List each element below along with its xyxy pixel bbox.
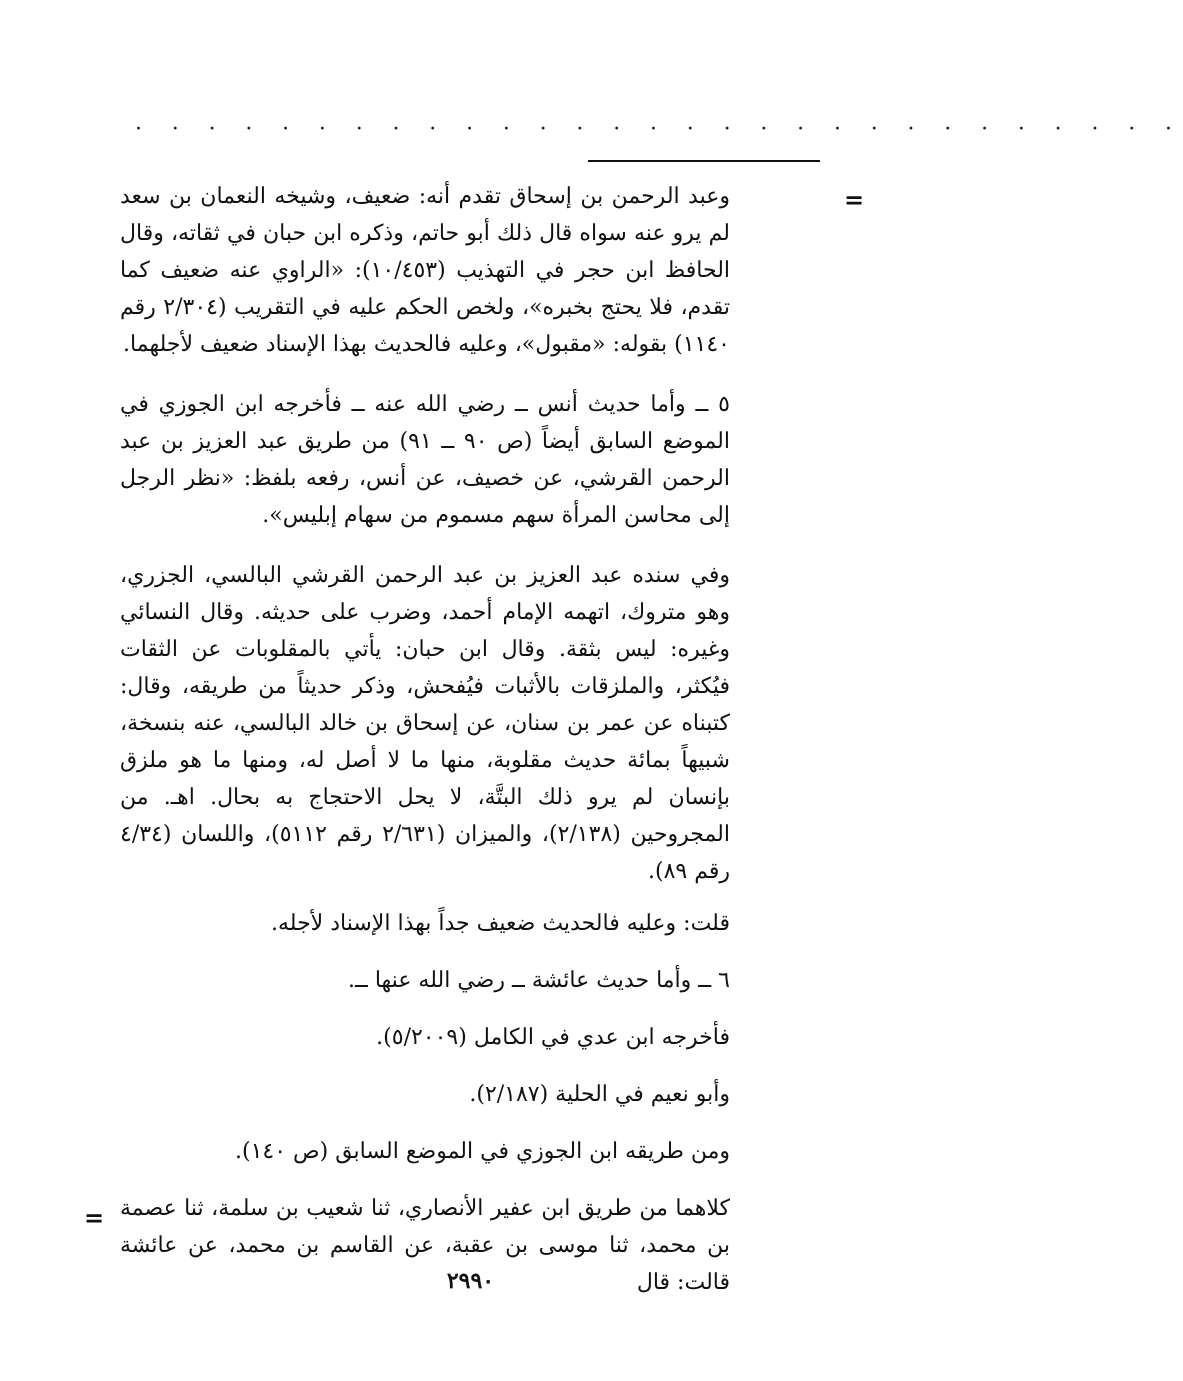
paragraph-ibn-aljawzi: ومن طريقه ابن الجوزي في الموضع السابق (ص ١٤٠). <box>235 1139 730 1164</box>
paragraph-anas-hadith: ٥ ــ وأما حديث أنس ــ رضي الله عنه ــ فأخرجه ابن الجوزي في الموضع السابق أيضاً (ص ٩٠ ــ ٩١) من طريق عبد العزيز بن عبد الرحمن القرشي، عن خصيف، عن أنس، رفعه بلفظ: «نظر الرجل إلى محاسن المرأة سهم مسموم من سهام إبليس». <box>120 392 730 528</box>
continuation-marker-bottom: = <box>84 1203 105 1232</box>
paragraph-aisha-hadith: ٦ ــ وأما حديث عائشة ــ رضي الله عنها ــ. <box>347 968 730 993</box>
paragraph-conclusion: قلت: وعليه فالحديث ضعيف جداً بهذا الإسناد لأجله. <box>271 911 730 936</box>
page-number: ٢٩٩٠ <box>446 1268 495 1294</box>
paragraph-isnad-critique: وفي سنده عبد العزيز بن عبد الرحمن القرشي البالسي، الجزري، وهو متروك، اتهمه الإمام أحمد، وضرب على حديثه. وقال النسائي وغيره: ليس بثقة. وقال ابن حبان: يأتي بالمقلوبات عن الثقات فيُكثر، والملزقات بالأثبات فيُفحش، وذكر حديثاً من طريقه، وقال: كتبناه عن عمر بن سنان، عن إسحاق بن خالد البالسي، عنه بنسخة، شبيهاً بمائة حديث مقلوبة، منها ما لا أصل له، ومنها ما هو ملزق بإنسان لم يرو ذلك البتَّة، لا يحل الاحتجاج به بحال. اهـ. من المجروحين (٢/١٣٨)، والميزان (٢/٦٣١ رقم ٥١١٢)، واللسان (٤/٣٤ رقم ٨٩). <box>120 563 730 884</box>
paragraph-isnad-chain: كلاهما من طريق ابن عفير الأنصاري، ثنا شعيب بن سلمة، ثنا عصمة بن محمد، ثنا موسى بن عقبة، عن القاسم بن محمد، عن عائشة قالت: قال <box>120 1196 730 1295</box>
paragraph-abdulrahman: وعبد الرحمن بن إسحاق تقدم أنه: ضعيف، وشيخه النعمان بن سعد لم يرو عنه سواه قال ذلك أبو حاتم، وذكره ابن حبان في ثقاته، وقال الحافظ ابن حجر في التهذيب (١٠/٤٥٣): «الراوي عنه ضعيف كما تقدم، فلا يحتج بخبره»، ولخص الحكم عليه في التقريب (٢/٣٠٤ رقم ١١٤٠) بقوله: «مقبول»، وعليه فالحديث بهذا الإسناد ضعيف لأجلهما. <box>120 184 731 357</box>
footnote-rule <box>588 160 820 162</box>
footnote-body <box>120 178 730 1301</box>
paragraph-abu-nuaym: وأبو نعيم في الحلية (٢/١٨٧). <box>469 1082 730 1107</box>
continuation-marker-top: = <box>844 185 865 214</box>
dotted-separator: · · · · · · · · · · · · · · · · · · · · · · · · · · · · · <box>135 117 1183 142</box>
paragraph-ibn-adi: فأخرجه ابن عدي في الكامل (٥/٢٠٠٩). <box>376 1025 730 1050</box>
